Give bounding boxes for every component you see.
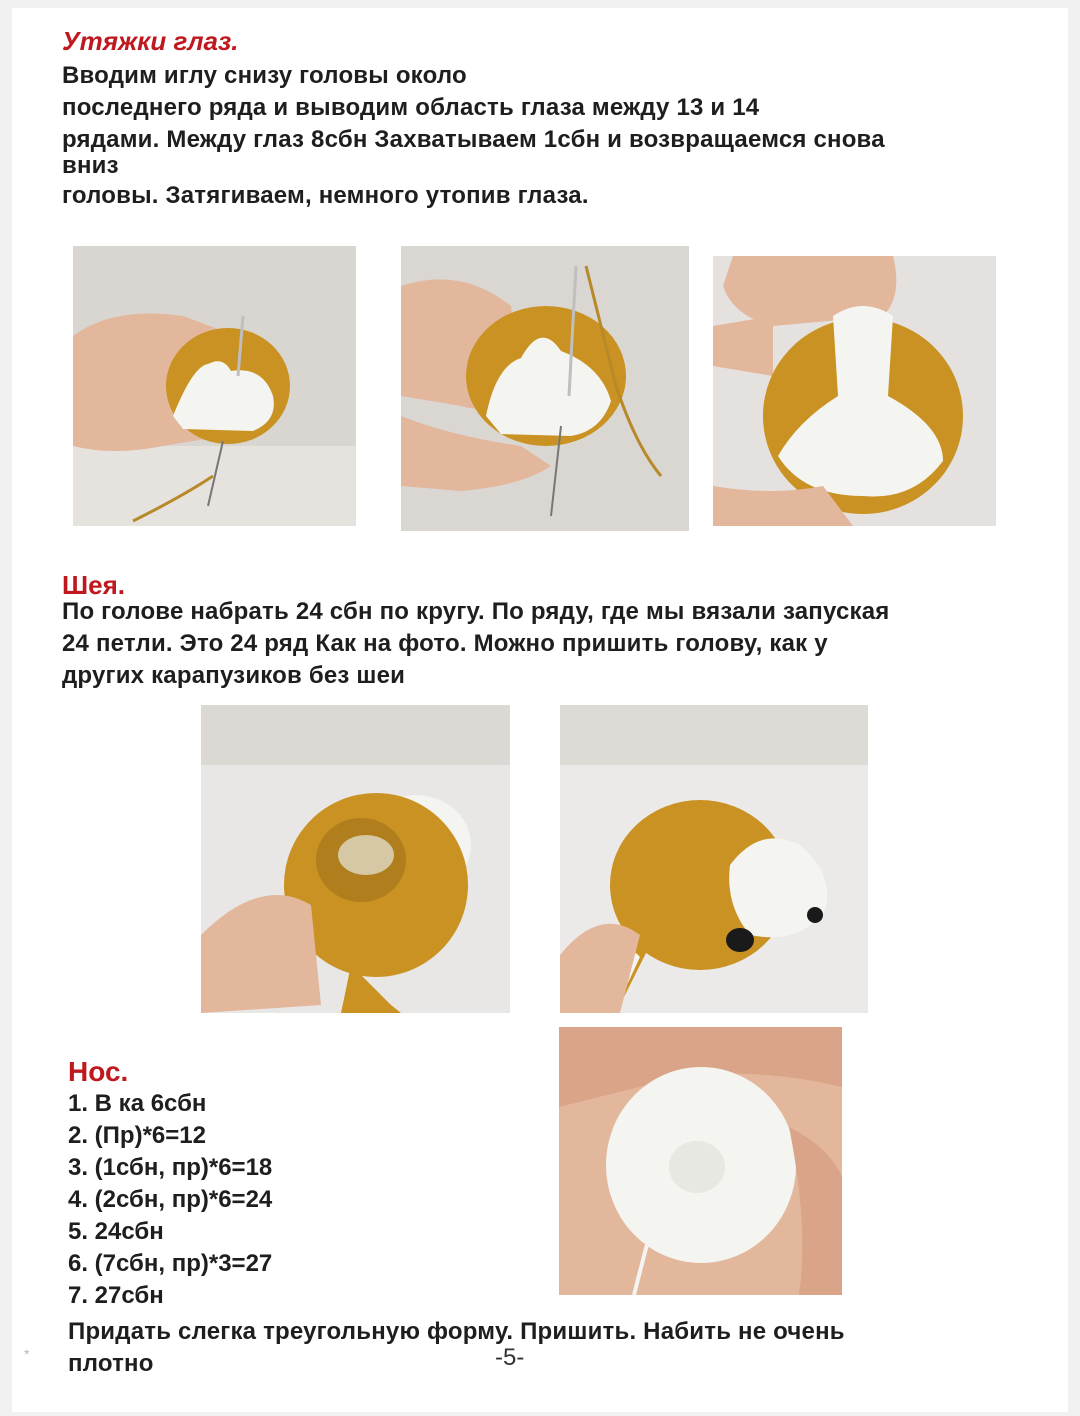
nose-heading: Нос. xyxy=(68,1056,129,1087)
eyes-line: головы. Затягиваем, немного утопив глаза. xyxy=(62,182,589,209)
nose-step: 2. (Пр)*6=12 xyxy=(68,1122,206,1149)
eyes-heading: Утяжки глаз. xyxy=(62,26,239,56)
nose-note-line: плотно xyxy=(68,1350,154,1377)
eyes-line: последнего ряда и выводим область глаза между 13 и 14 xyxy=(62,94,760,121)
photo-nose xyxy=(559,1027,842,1295)
eyes-line: рядами. Между глаз 8сбн Захватываем 1сбн и возвращаемся снова xyxy=(62,126,885,153)
nose-step: 5. 24сбн xyxy=(68,1218,164,1245)
nose-step: 1. В ка 6сбн xyxy=(68,1090,207,1117)
photo-eyes-step-2 xyxy=(401,246,689,531)
neck-heading: Шея. xyxy=(62,570,125,600)
nose-steps xyxy=(68,1088,272,1312)
nose-note-line: Придать слегка треугольную форму. Пришить. Набить не очень xyxy=(68,1318,845,1345)
neck-line: 24 петли. Это 24 ряд Как на фото. Можно пришить голову, как у xyxy=(62,630,828,657)
neck-text xyxy=(62,596,889,692)
photo-neck-2 xyxy=(560,705,868,1013)
corner-mark: * xyxy=(24,1346,30,1362)
page xyxy=(12,8,1068,1412)
page-number: -5- xyxy=(495,1344,525,1371)
photo-neck-1 xyxy=(201,705,510,1013)
neck-line: По голове набрать 24 сбн по кругу. По ряду, где мы вязали запуская xyxy=(62,598,890,625)
nose-note xyxy=(68,1316,845,1380)
eyes-line: вниз xyxy=(62,152,119,179)
nose-step: 3. (1сбн, пр)*6=18 xyxy=(68,1154,273,1181)
nose-step: 6. (7сбн, пр)*3=27 xyxy=(68,1250,273,1277)
photo-eyes-step-3 xyxy=(713,256,996,526)
nose-step: 4. (2сбн, пр)*6=24 xyxy=(68,1186,273,1213)
nose-step: 7. 27сбн xyxy=(68,1282,164,1309)
photo-eyes-step-1 xyxy=(73,246,356,526)
neck-line: других карапузиков без шеи xyxy=(62,662,406,689)
eyes-line: Вводим иглу снизу головы около xyxy=(62,62,467,89)
eyes-text xyxy=(62,60,885,212)
